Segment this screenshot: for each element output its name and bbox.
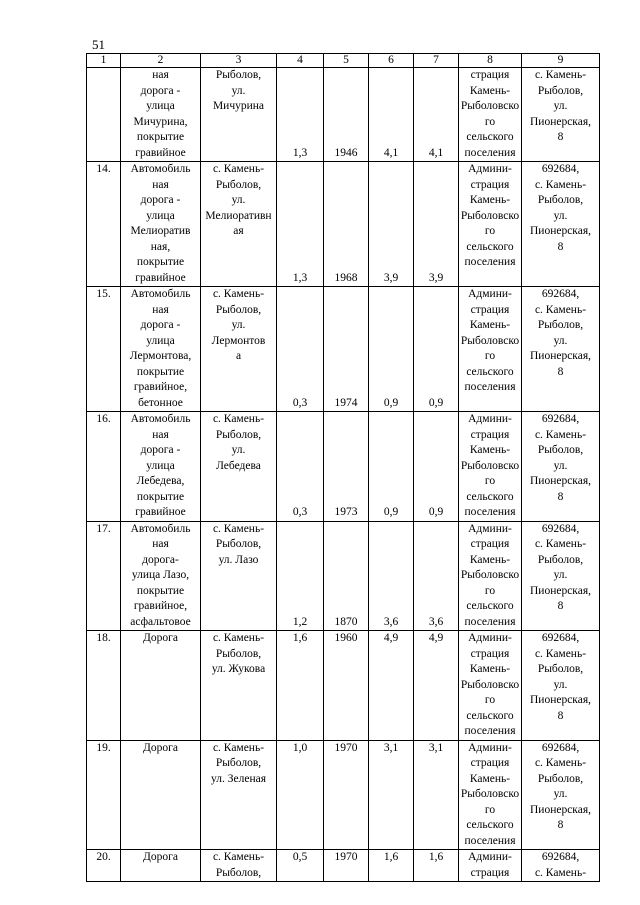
value2-cell: 4,9 [414, 631, 459, 741]
property-register-table [86, 53, 600, 882]
cell-text-line: ная [152, 69, 169, 81]
length-cell: 0,5 [277, 850, 324, 882]
cell-text-line: поселения [464, 506, 516, 518]
cell-text-line: Рыболов, [537, 772, 584, 785]
cell-text-line: 692684, [541, 288, 580, 300]
object-name-cell [121, 631, 201, 741]
cell-text-line: Пионерская, [529, 694, 591, 706]
cell-text-line: Рыболовско [460, 334, 520, 347]
cell-text-line: сельского [466, 600, 514, 612]
cell-text-line: Рыболов, [537, 194, 584, 206]
length-cell: 1,6 [277, 631, 324, 741]
owner-address-cell [522, 68, 600, 162]
cell-text-line: 692684, [541, 413, 580, 425]
object-name-cell [121, 521, 201, 631]
cell-text-line: улица [146, 334, 175, 347]
cell-text-line: Рыболов, [537, 444, 584, 456]
cell-text-line: с. Камень- [534, 538, 587, 550]
cell-text-line: Автомобиль [130, 163, 191, 175]
cell-text-line: гравийное [135, 146, 186, 159]
cell-text-line: го [484, 115, 496, 128]
cell-text-line: Мичурина, [133, 115, 188, 128]
cell-text-line: Рыболов, [215, 757, 262, 769]
object-name-cell [121, 287, 201, 412]
cell-text-line: бетонное [138, 396, 183, 409]
cell-text-line: Рыболов, [537, 84, 584, 97]
value2-cell: 3,6 [414, 521, 459, 631]
cell-text-line: ул. [553, 209, 568, 222]
cell-text-line: ная [152, 303, 169, 316]
cell-text-line: Рыболов, [215, 303, 262, 316]
owner-address-cell [522, 162, 600, 287]
cell-text-line: поселения [464, 725, 516, 737]
owner-cell [459, 287, 522, 412]
cell-text-line: гравийное, [133, 381, 188, 393]
cell-text-line: Рыболовско [460, 788, 520, 800]
cell-text-line: го [484, 475, 496, 487]
cell-text-line: поселения [464, 146, 516, 159]
cell-text-line: Дорога [143, 851, 178, 863]
cell-text-line: с. Камень- [212, 632, 265, 644]
cell-text-line: Рыболов, [537, 553, 584, 566]
cell-text-line: Рыболов, [215, 866, 262, 879]
cell-text-line: страция [470, 178, 510, 191]
value1-cell: 3,9 [369, 162, 414, 287]
owner-cell [459, 162, 522, 287]
cell-text-line: Камень- [469, 772, 511, 785]
cell-text-line: улица [146, 209, 175, 222]
value2-cell: 1,6 [414, 850, 459, 882]
value2-cell: 3,9 [414, 162, 459, 287]
cell-text-line: 8 [557, 490, 564, 503]
page-number: 51 [92, 37, 105, 52]
cell-text-line: дорога - [140, 84, 181, 97]
object-address-cell [201, 68, 277, 162]
cell-text-line: улица [146, 459, 175, 472]
cell-text-line: Камень- [469, 84, 511, 97]
cell-text-line: дорога- [142, 553, 179, 566]
cell-text-line: Рыболов, [215, 538, 262, 550]
owner-address-cell [522, 412, 600, 522]
cell-text-line: гравийное [135, 506, 186, 518]
cell-text-line: гравийное, [133, 600, 188, 612]
cell-text-line: поселения [464, 381, 516, 393]
cell-text-line: ная [152, 428, 169, 441]
cell-text-line: Дорога [143, 741, 178, 754]
cell-text-line: ная, [150, 240, 171, 253]
header-cell: 4 [277, 54, 324, 68]
cell-text-line: ул. Лазо [218, 553, 259, 566]
cell-text-line: Админи- [468, 741, 512, 754]
value1-cell: 3,1 [369, 740, 414, 850]
cell-text-line: страция [470, 757, 510, 769]
cell-text-line: 8 [557, 240, 564, 253]
cell-text-line: Админи- [468, 851, 512, 863]
object-address-cell [201, 287, 277, 412]
cell-text-line: улица Лазо, [131, 569, 190, 581]
owner-address-cell [522, 521, 600, 631]
cell-text-line: дорога - [140, 194, 181, 206]
object-address-cell [201, 850, 277, 882]
cell-text-line: Дорога [143, 632, 178, 644]
owner-cell [459, 850, 522, 882]
cell-text-line: сельского [466, 490, 514, 503]
value1-cell: 3,6 [369, 521, 414, 631]
table-row [87, 68, 600, 162]
table-row [87, 850, 600, 882]
cell-text-line: ул. [553, 459, 568, 472]
year-cell: 1960 [324, 631, 369, 741]
cell-text-line: с. Камень- [534, 178, 587, 191]
cell-text-line: Админи- [468, 522, 512, 535]
cell-text-line: покрытие [136, 584, 185, 597]
cell-text-line: ул. [231, 319, 246, 331]
cell-text-line: с. Камень- [212, 413, 265, 425]
cell-text-line: дорога - [140, 444, 181, 456]
cell-text-line: сельского [466, 131, 514, 143]
row-number-cell: 20. [87, 850, 121, 882]
cell-text-line: ул. [231, 194, 246, 206]
cell-text-line: Камень- [469, 319, 511, 331]
value2-cell: 3,1 [414, 740, 459, 850]
value2-cell: 4,1 [414, 68, 459, 162]
cell-text-line: страция [470, 647, 510, 660]
cell-text-line: 692684, [541, 632, 580, 644]
cell-text-line: Пионерская, [529, 584, 591, 597]
header-cell: 1 [87, 54, 121, 68]
object-name-cell [121, 162, 201, 287]
cell-text-line: Камень- [469, 553, 511, 566]
cell-text-line: дорога - [140, 319, 181, 331]
cell-text-line: Автомобиль [130, 413, 191, 425]
cell-text-line: с. Камень- [212, 851, 265, 863]
value1-cell: 0,9 [369, 287, 414, 412]
year-cell: 1970 [324, 740, 369, 850]
table-row [87, 162, 600, 287]
cell-text-line: Лебедева, [136, 475, 185, 487]
header-cell: 3 [201, 54, 277, 68]
year-cell: 1946 [324, 68, 369, 162]
cell-text-line: 692684, [541, 741, 580, 754]
cell-text-line: Мичурина [212, 100, 265, 112]
owner-address-cell [522, 631, 600, 741]
cell-text-line: Автомобиль [130, 288, 191, 300]
cell-text-line: Пионерская, [529, 115, 591, 128]
cell-text-line: с. Камень- [534, 428, 587, 441]
cell-text-line: страция [470, 428, 510, 441]
header-cell: 2 [121, 54, 201, 68]
cell-text-line: Рыболов, [537, 319, 584, 331]
cell-text-line: Пионерская, [529, 350, 591, 362]
object-name-cell [121, 850, 201, 882]
length-cell: 1,3 [277, 162, 324, 287]
value2-cell: 0,9 [414, 287, 459, 412]
header-cell: 7 [414, 54, 459, 68]
value1-cell: 4,9 [369, 631, 414, 741]
owner-address-cell [522, 740, 600, 850]
cell-text-line: Лебедева [216, 459, 261, 472]
header-cell: 5 [324, 54, 369, 68]
cell-text-line: ул. Зеленая [211, 772, 266, 785]
cell-text-line: Рыболовско [460, 209, 520, 222]
object-address-cell [201, 521, 277, 631]
year-cell: 1970 [324, 850, 369, 882]
table-row [87, 631, 600, 741]
cell-text-line: с. Камень- [212, 288, 265, 300]
cell-text-line: Рыболовско [460, 100, 520, 112]
header-cell: 6 [369, 54, 414, 68]
cell-text-line: Рыболовско [460, 459, 520, 472]
cell-text-line: сельского [466, 365, 514, 378]
cell-text-line: 692684, [541, 851, 580, 863]
cell-text-line: сельского [466, 709, 514, 722]
cell-text-line: с. Камень- [212, 163, 265, 175]
header-cell: 9 [522, 54, 600, 68]
cell-text-line: ул. Жукова [211, 663, 266, 675]
year-cell: 1968 [324, 162, 369, 287]
cell-text-line: покрытие [136, 365, 185, 378]
cell-text-line: 692684, [541, 522, 580, 535]
cell-text-line: страция [470, 866, 510, 879]
cell-text-line: сельского [466, 819, 514, 831]
length-cell: 0,3 [277, 287, 324, 412]
object-name-cell [121, 740, 201, 850]
header-cell: 8 [459, 54, 522, 68]
value2-cell: 0,9 [414, 412, 459, 522]
cell-text-line: ул. [231, 444, 246, 456]
cell-text-line: го [484, 584, 496, 597]
cell-text-line: ная [152, 538, 169, 550]
cell-text-line: ая [233, 225, 244, 237]
owner-cell [459, 740, 522, 850]
cell-text-line: Рыболов, [215, 647, 262, 660]
cell-text-line: страция [470, 69, 510, 81]
row-number-cell: 19. [87, 740, 121, 850]
cell-text-line: Рыболов, [215, 69, 262, 81]
cell-text-line: а [235, 350, 242, 362]
object-address-cell [201, 740, 277, 850]
cell-text-line: ная [152, 178, 169, 191]
cell-text-line: 8 [557, 365, 564, 378]
cell-text-line: Автомобиль [130, 522, 191, 535]
owner-cell [459, 631, 522, 741]
cell-text-line: го [484, 225, 496, 237]
cell-text-line: с. Камень- [534, 69, 587, 81]
cell-text-line: гравийное [135, 271, 186, 284]
row-number-cell: 14. [87, 162, 121, 287]
table-row [87, 740, 600, 850]
cell-text-line: ул. [553, 569, 568, 581]
cell-text-line: покрытие [136, 131, 185, 143]
year-cell: 1974 [324, 287, 369, 412]
cell-text-line: 8 [557, 819, 564, 831]
cell-text-line: Камень- [469, 444, 511, 456]
cell-text-line: 8 [557, 131, 564, 143]
cell-text-line: Админи- [468, 163, 512, 175]
table-row [87, 521, 600, 631]
cell-text-line: страция [470, 538, 510, 550]
cell-text-line: Рыболовско [460, 569, 520, 581]
cell-text-line: Рыболов, [215, 178, 262, 191]
cell-text-line: асфальтовое [130, 615, 191, 628]
cell-text-line: Камень- [469, 194, 511, 206]
length-cell: 1,2 [277, 521, 324, 631]
value1-cell: 1,6 [369, 850, 414, 882]
cell-text-line: Пионерская, [529, 475, 591, 487]
cell-text-line: с. Камень- [212, 522, 265, 535]
cell-text-line: Админи- [468, 413, 512, 425]
table-row [87, 412, 600, 522]
cell-text-line: с. Камень- [534, 866, 587, 879]
cell-text-line: Мелиоратив [130, 225, 191, 237]
cell-text-line: Пионерская, [529, 803, 591, 816]
length-cell: 1,0 [277, 740, 324, 850]
cell-text-line: го [484, 350, 496, 362]
cell-text-line: Лермонтов [211, 334, 266, 347]
cell-text-line: Админи- [468, 632, 512, 644]
cell-text-line: 692684, [541, 163, 580, 175]
cell-text-line: с. Камень- [212, 741, 265, 754]
cell-text-line: с. Камень- [534, 303, 587, 316]
owner-cell [459, 521, 522, 631]
cell-text-line: Мелиоративн [205, 209, 272, 222]
value1-cell: 4,1 [369, 68, 414, 162]
cell-text-line: ул. [231, 84, 246, 97]
cell-text-line: ул. [553, 334, 568, 347]
cell-text-line: с. Камень- [534, 757, 587, 769]
cell-text-line: поселения [464, 256, 516, 268]
object-address-cell [201, 162, 277, 287]
cell-text-line: Рыболовско [460, 678, 520, 691]
cell-text-line: ул. [553, 100, 568, 112]
value1-cell: 0,9 [369, 412, 414, 522]
year-cell: 1870 [324, 521, 369, 631]
cell-text-line: сельского [466, 240, 514, 253]
cell-text-line: го [484, 803, 496, 816]
cell-text-line: 8 [557, 709, 564, 722]
year-cell: 1973 [324, 412, 369, 522]
owner-address-cell [522, 287, 600, 412]
row-number-cell [87, 68, 121, 162]
row-number-cell: 15. [87, 287, 121, 412]
owner-cell [459, 412, 522, 522]
cell-text-line: улица [146, 100, 175, 112]
row-number-cell: 16. [87, 412, 121, 522]
table-row [87, 287, 600, 412]
cell-text-line: го [484, 694, 496, 706]
cell-text-line: с. Камень- [534, 647, 587, 660]
length-cell: 1,3 [277, 68, 324, 162]
cell-text-line: поселения [464, 834, 516, 847]
owner-cell [459, 68, 522, 162]
row-number-cell: 17. [87, 521, 121, 631]
cell-text-line: Пионерская, [529, 225, 591, 237]
cell-text-line: Рыболов, [215, 428, 262, 441]
cell-text-line: покрытие [136, 490, 185, 503]
object-name-cell [121, 68, 201, 162]
cell-text-line: Админи- [468, 288, 512, 300]
length-cell: 0,3 [277, 412, 324, 522]
cell-text-line: ул. [553, 678, 568, 691]
cell-text-line: 8 [557, 600, 564, 612]
object-name-cell [121, 412, 201, 522]
owner-address-cell [522, 850, 600, 882]
header-row [87, 54, 600, 68]
cell-text-line: Лермонтова, [129, 350, 192, 362]
object-address-cell [201, 631, 277, 741]
row-number-cell: 18. [87, 631, 121, 741]
cell-text-line: Рыболов, [537, 663, 584, 675]
cell-text-line: ул. [553, 788, 568, 800]
cell-text-line: страция [470, 303, 510, 316]
object-address-cell [201, 412, 277, 522]
cell-text-line: поселения [464, 615, 516, 628]
cell-text-line: покрытие [136, 256, 185, 268]
cell-text-line: Камень- [469, 663, 511, 675]
